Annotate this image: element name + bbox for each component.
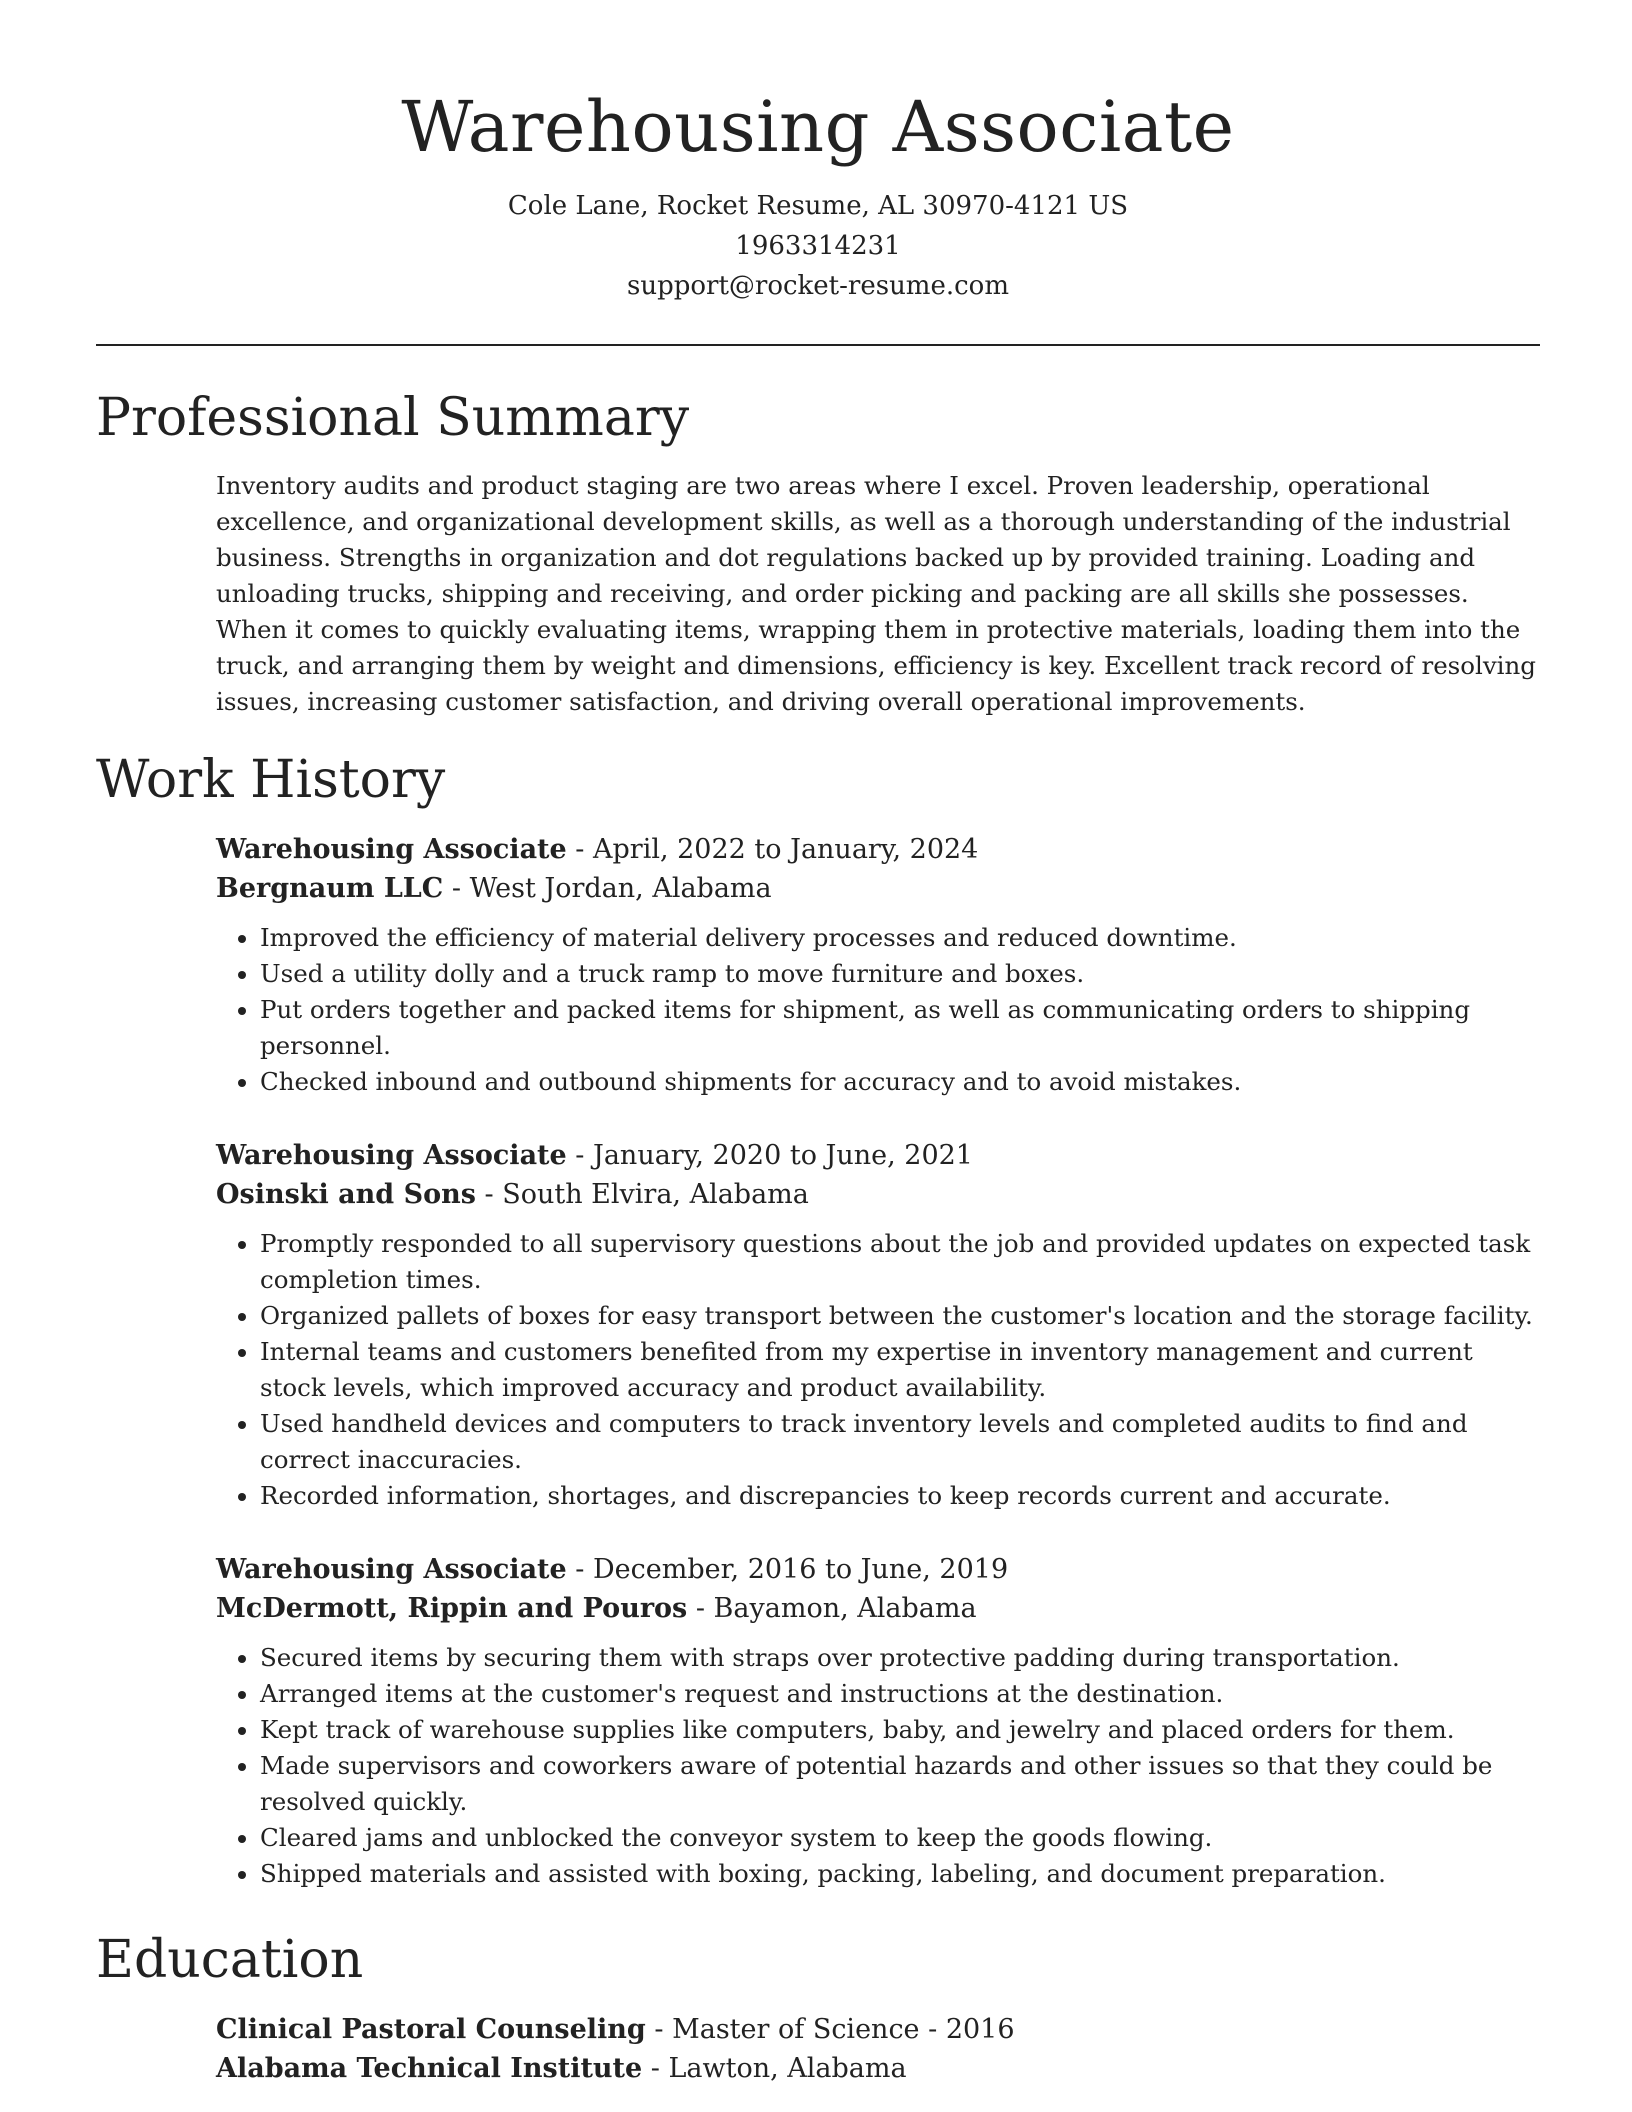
resume-header <box>96 0 1540 306</box>
list-item: • Promptly responded to all supervisory questions about the job and provided updates on expected task completion times. <box>260 1226 1540 1298</box>
job-bullets <box>216 920 1540 1100</box>
list-item: • Organized pallets of boxes for easy transport between the customer's location and the storage facility. <box>260 1298 1540 1334</box>
summary-text: Inventory audits and product staging are two areas where I excel. Proven leadership, operational excellence, and organizational development skills, as well as a thorough understanding of the industrial business. Strengths in organization and dot regulations backed up by provided training. Loading and unloading trucks, shipping and receiving, and order picking and packing are all skills she possesses. When it comes to quickly evaluating items, wrapping them in protective materials, loading them into the truck, and arranging them by weight and dimensions, efficiency is key. Excellent track record of resolving issues, increasing customer satisfaction, and driving overall operational improvements. <box>216 471 1536 716</box>
work-history-heading: Work History <box>96 750 446 810</box>
phone: 1963314231 <box>735 231 901 261</box>
summary-section <box>216 468 1540 720</box>
contact-block <box>96 186 1540 306</box>
job-location: - South Elvira, Alabama <box>475 1179 809 1210</box>
header-divider <box>96 344 1540 346</box>
degree-line <box>216 2010 1540 2049</box>
education-heading: Education <box>96 1930 364 1990</box>
list-item: • Shipped materials and assisted with boxing, packing, labeling, and document preparation. <box>260 1856 1540 1892</box>
list-item: • Used handheld devices and computers to track inventory levels and completed audits to find and correct inaccuracies. <box>260 1406 1540 1478</box>
list-item: • Made supervisors and coworkers aware of potential hazards and other issues so that they could be resolved quickly. <box>260 1748 1540 1820</box>
list-item: • Put orders together and packed items for shipment, as well as communicating orders to shipping personnel. <box>260 992 1540 1064</box>
school-line <box>216 2049 1540 2088</box>
job-entry <box>216 830 1540 1100</box>
job-title-line <box>216 1550 1540 1589</box>
list-item: • Secured items by securing them with straps over protective padding during transportation. <box>260 1640 1540 1676</box>
resume-page <box>96 0 1540 2088</box>
job-title-line <box>216 830 1540 869</box>
school-location: - Lawton, Alabama <box>642 2053 907 2084</box>
job-title-line <box>216 1136 1540 1175</box>
job-dates: - January, 2020 to June, 2021 <box>566 1140 973 1171</box>
job-company-line <box>216 1175 1540 1214</box>
summary-heading: Professional Summary <box>96 388 690 448</box>
list-item: • Recorded information, shortages, and discrepancies to keep records current and accurate. <box>260 1478 1540 1514</box>
list-item: • Improved the efficiency of material delivery processes and reduced downtime. <box>260 920 1540 956</box>
job-company: Bergnaum LLC <box>216 873 444 904</box>
list-item: • Used a utility dolly and a truck ramp to move furniture and boxes. <box>260 956 1540 992</box>
job-entry <box>216 1136 1540 1514</box>
list-item: • Cleared jams and unblocked the conveyor system to keep the goods flowing. <box>260 1820 1540 1856</box>
job-location: - West Jordan, Alabama <box>443 873 772 904</box>
job-dates: - December, 2016 to June, 2019 <box>566 1554 1009 1585</box>
list-item: • Arranged items at the customer's request and instructions at the destination. <box>260 1676 1540 1712</box>
job-title: Warehousing Associate <box>216 834 567 865</box>
degree-field: Clinical Pastoral Counseling <box>216 2014 646 2045</box>
job-company-line <box>216 869 1540 908</box>
job-location: - Bayamon, Alabama <box>687 1593 977 1624</box>
job-company: McDermott, Rippin and Pouros <box>216 1593 688 1624</box>
job-bullets <box>216 1226 1540 1514</box>
job-company: Osinski and Sons <box>216 1179 476 1210</box>
list-item: • Checked inbound and outbound shipments for accuracy and to avoid mistakes. <box>260 1064 1540 1100</box>
address: Cole Lane, Rocket Resume, AL 30970-4121 US <box>507 191 1129 221</box>
list-item: • Internal teams and customers benefited from my expertise in inventory management and current stock levels, which improved accuracy and product availability. <box>260 1334 1540 1406</box>
degree-details: - Master of Science - 2016 <box>645 2014 1015 2045</box>
education-section <box>216 2010 1540 2088</box>
school-name: Alabama Technical Institute <box>216 2053 643 2084</box>
candidate-name: Warehousing Associate <box>401 86 1235 168</box>
job-entry <box>216 1550 1540 1892</box>
email: support@rocket-resume.com <box>626 271 1009 301</box>
job-title: Warehousing Associate <box>216 1554 567 1585</box>
job-title: Warehousing Associate <box>216 1140 567 1171</box>
job-bullets <box>216 1640 1540 1892</box>
job-dates: - April, 2022 to January, 2024 <box>566 834 979 865</box>
work-history-section <box>216 830 1540 1892</box>
list-item: • Kept track of warehouse supplies like computers, baby, and jewelry and placed orders for them. <box>260 1712 1540 1748</box>
job-company-line <box>216 1589 1540 1628</box>
